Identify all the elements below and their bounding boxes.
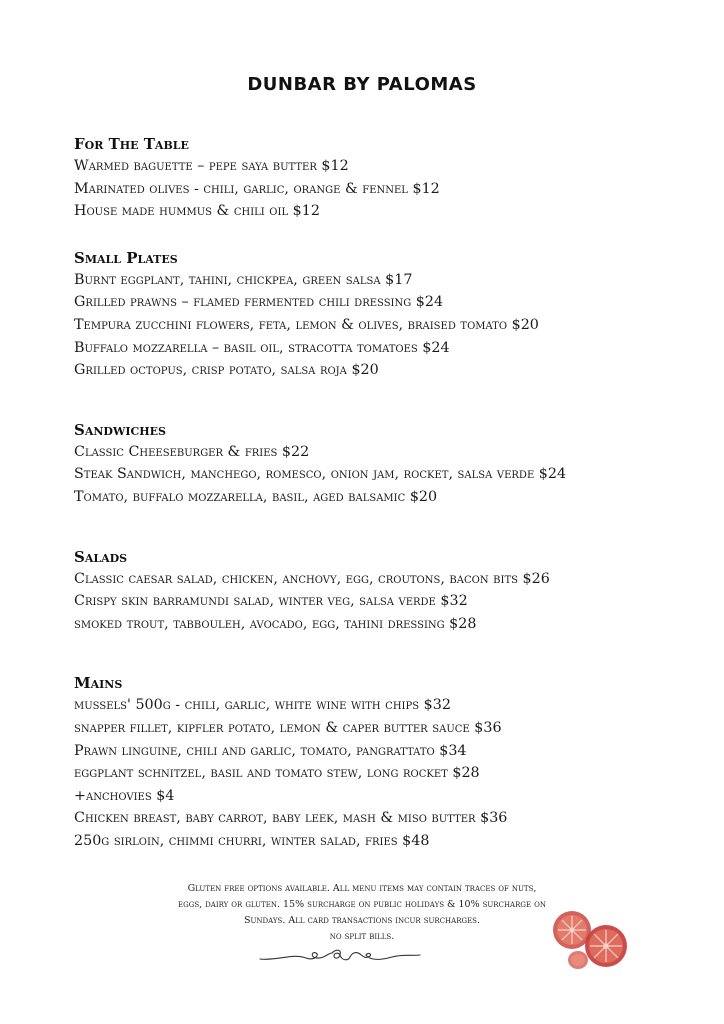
- menu-item: mussels' 500g - chili, garlic, white wine with chips $32: [74, 697, 451, 714]
- footer-line: eggs, dairy or gluten. 15% surcharge on public holidays & 10% surcharge on: [178, 899, 546, 910]
- section-mains: [74, 672, 674, 852]
- section-sandwiches: [74, 419, 674, 509]
- blood-orange-slices-icon: [548, 906, 638, 974]
- section-title: Mains: [74, 674, 123, 693]
- menu-item: Buffalo mozzarella – basil oil, stracotta tomatoes $24: [74, 339, 450, 356]
- section-title: Small Plates: [74, 248, 178, 267]
- menu-item: Grilled octopus, crisp potato, salsa roja $20: [74, 362, 379, 379]
- footer-line: Sundays. All card transactions incur surcharges.: [243, 915, 480, 926]
- menu-item: Marinated olives - chili, garlic, orange & fennel $12: [74, 180, 440, 197]
- page-title: DUNBAR BY PALOMAS: [247, 74, 477, 95]
- menu-item: +anchovies $4: [74, 787, 175, 804]
- section-title: Sandwiches: [74, 420, 166, 439]
- menu-item: Tomato, buffalo mozzarella, basil, aged balsamic $20: [74, 488, 438, 505]
- section-title: For The Table: [74, 135, 189, 153]
- menu-item: Classic Cheeseburger & fries $22: [74, 443, 310, 460]
- section-title: Salads: [74, 547, 128, 566]
- menu-item: Classic caesar salad, chicken, anchovy, egg, croutons, bacon bits $26: [74, 570, 550, 587]
- menu-item: Burnt eggplant, tahini, chickpea, green salsa $17: [74, 271, 413, 288]
- section-small-plates: [74, 247, 674, 382]
- menu-item: eggplant schnitzel, basil and tomato stew, long rocket $28: [74, 765, 480, 782]
- menu-item: Tempura zucchini flowers, feta, lemon & olives, braised tomato $20: [74, 316, 539, 333]
- menu-item: Crispy skin barramundi salad, winter veg, salsa verde $32: [74, 593, 468, 610]
- decorative-flourish-icon: [258, 947, 422, 967]
- menu-item: Steak Sandwich, manchego, romesco, onion jam, rocket, salsa verde $24: [74, 466, 567, 483]
- menu-item: Prawn linguine, chili and garlic, tomato, pangrattato $34: [74, 742, 467, 759]
- footer-note: [134, 881, 590, 945]
- footer-line: Gluten free options available. All menu items may contain traces of nuts,: [187, 883, 537, 894]
- section-salads: [74, 546, 674, 636]
- menu-item: smoked trout, tabbouleh, avocado, egg, tahini dressing $28: [74, 615, 477, 632]
- section-for-the-table: [74, 133, 674, 223]
- menu-item: Grilled prawns – flamed fermented chili dressing $24: [74, 294, 444, 311]
- footer-line: no split bills.: [329, 931, 395, 942]
- menu-item: 250g sirloin, chimmi churri, winter salad, fries $48: [74, 832, 430, 849]
- menu-item: Warmed baguette – pepe saya butter $12: [74, 158, 349, 174]
- menu: [74, 133, 674, 852]
- menu-item: House made hummus & chili oil $12: [74, 203, 320, 220]
- menu-item: snapper fillet, kipfler potato, lemon & caper butter sauce $36: [74, 719, 502, 736]
- menu-item: Chicken breast, baby carrot, baby leek, mash & miso butter $36: [74, 810, 508, 827]
